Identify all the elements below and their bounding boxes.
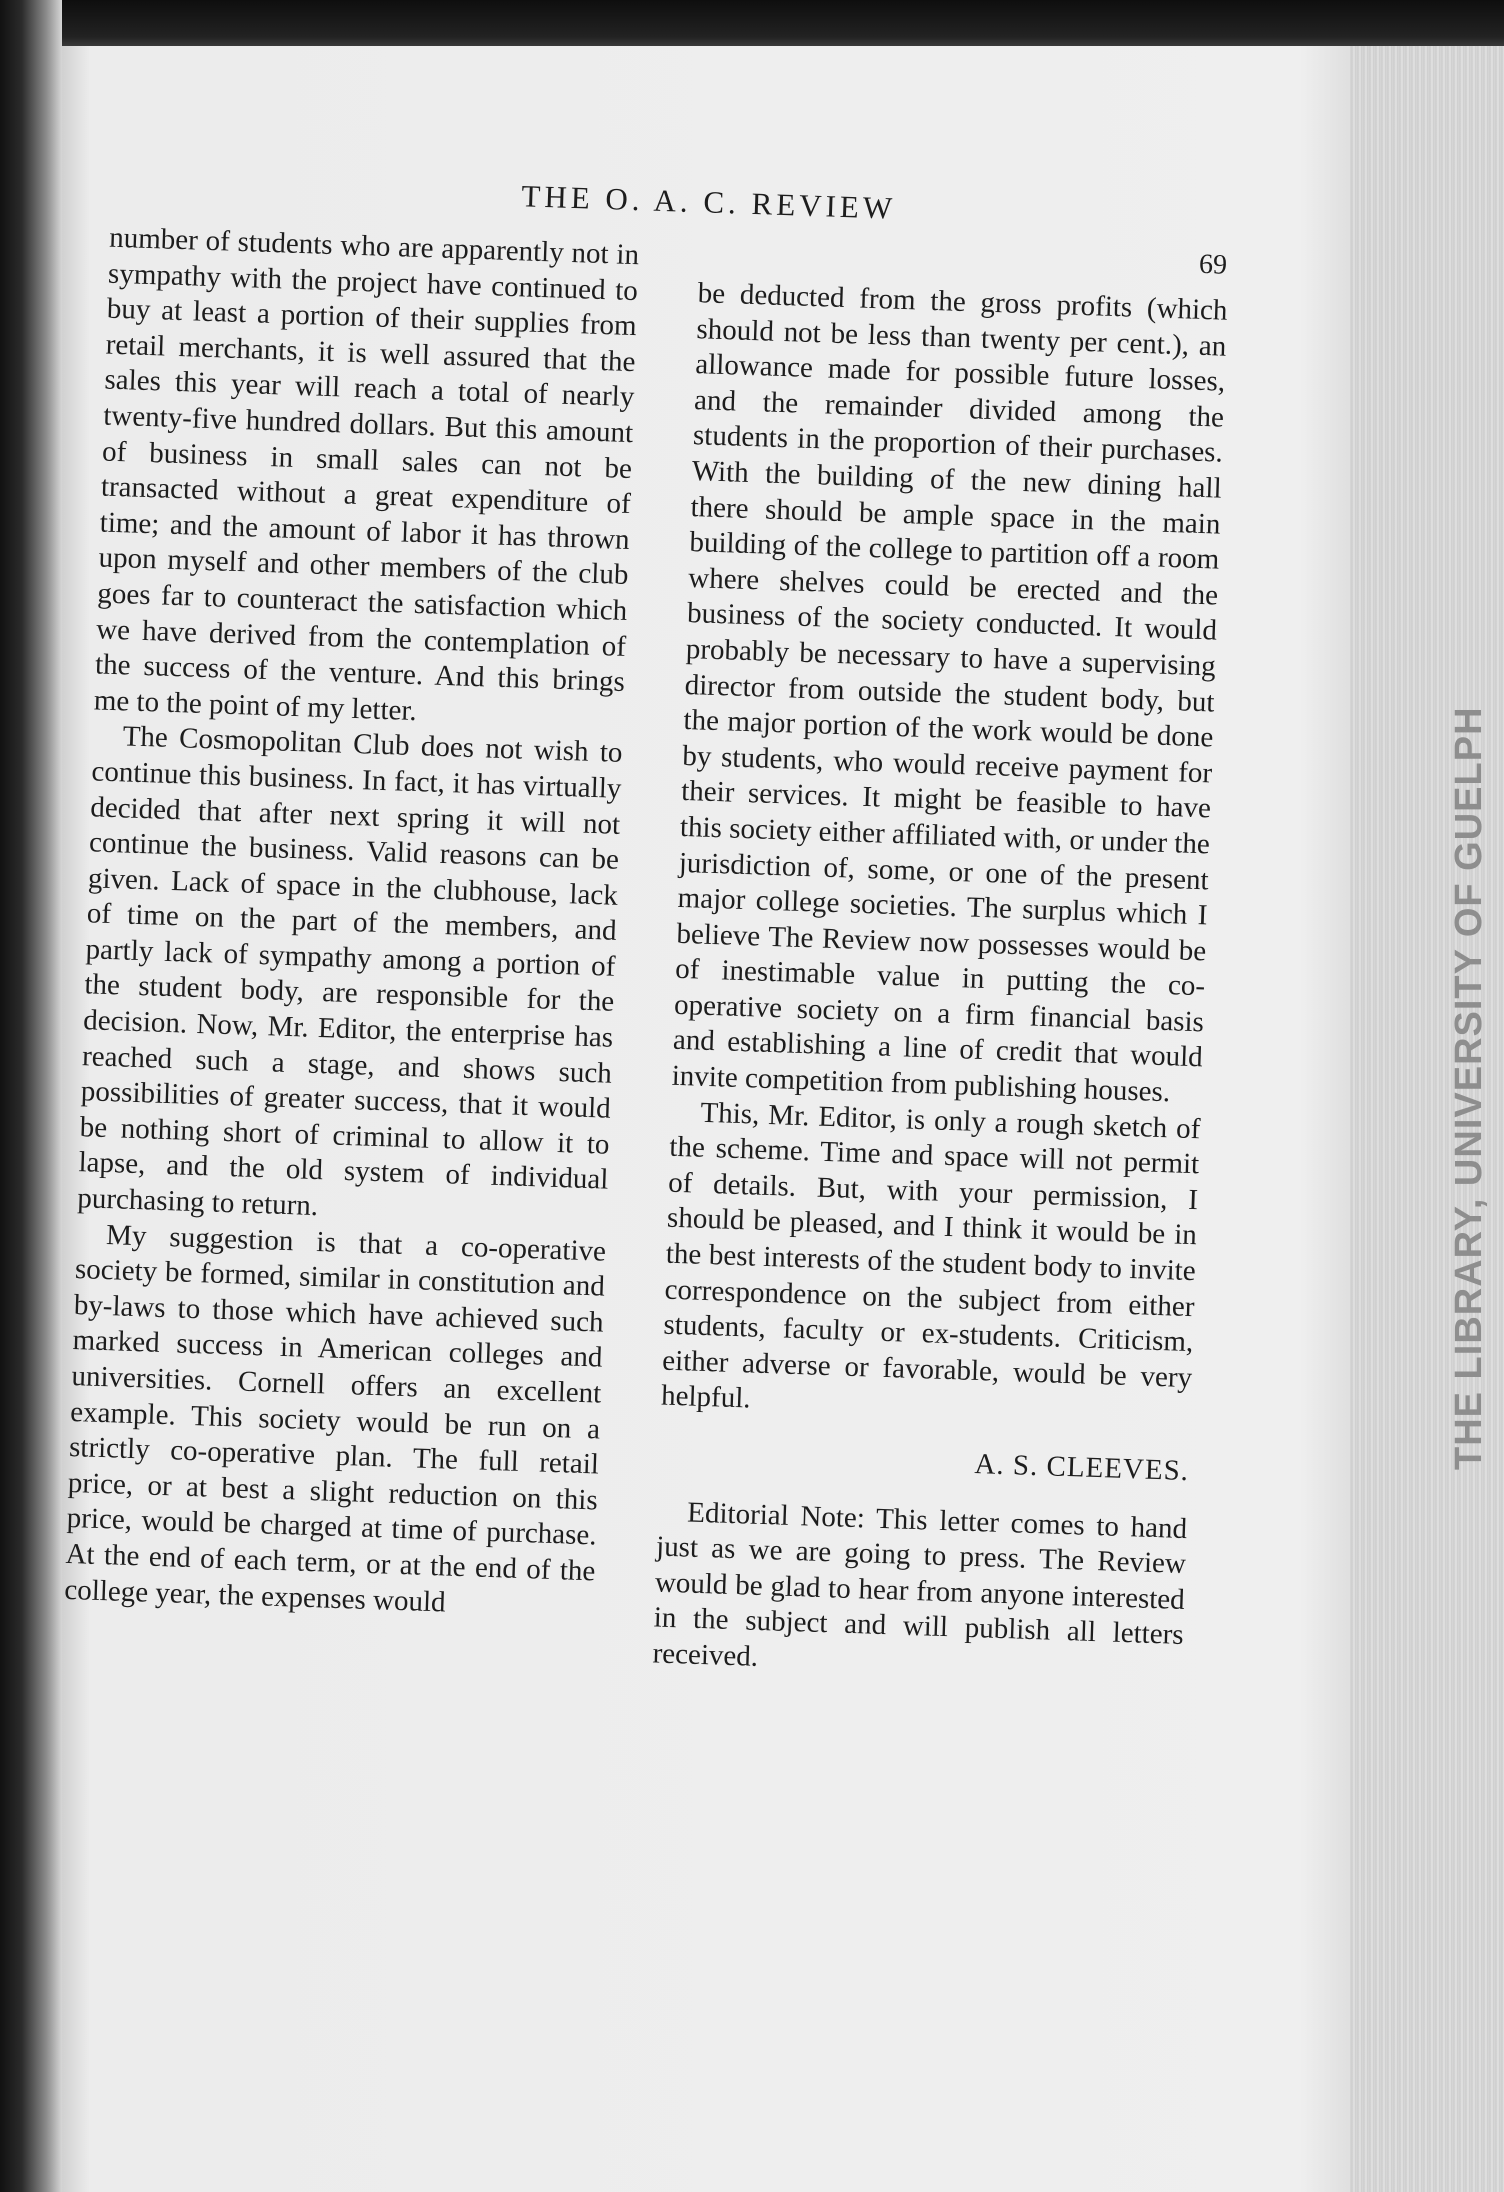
- left-column: [64, 221, 640, 1626]
- paragraph: number of students who are apparently not in sympathy with the project have continued to buy at least a portion of their supplies from retail merchants, it is well assured that the sales this year will reach a total of nearly twenty-five hundred dollars. But this amount of business in small sales can not be transacted without a great expenditure of time; and the amount of labor it has thrown upon myself and other members of the club goes far to counteract the satisfaction which we have derived from the contemplation of the success of the venture. And this brings me to the point of my letter.: [93, 221, 640, 727]
- scanner-shadow-top: [0, 0, 1504, 46]
- library-stamp: THE LIBRARY, UNIVERSITY OF GUELPH: [1448, 706, 1490, 1470]
- page-number: 69: [1198, 248, 1228, 281]
- paragraph: My suggestion is that a co-operative society be formed, similar in constitution and by-laws to those which have achieved such marked success in American colleges and universities. Cornell offers an excellent example. This society would be run on a strictly co-operative plan. The full retail price, or at best a slight reduction on this price, would be charged at time of purchase. At the end of each term, or at the end of the college year, the expenses would: [63, 1218, 607, 1619]
- author-signature: A. S. CLEEVES.: [973, 1447, 1190, 1488]
- paragraph: be deducted from the gross profits (which should not be less than twenty per cent.), an allowance made for possible future losses, and the remainder divided among the students in the proportion of their purchases. With the building of the new dining hall there should be ample space in the main building of the college to partition off a room where shelves could be erected and the business of the society conducted. It would probably be necessary to have a supervising director from outside the student body, but the major portion of the work would be done by students, who would receive payment for their services. It might be feasible to have this society either affiliated with, or under the jurisdiction of, some, or one of the present major college societies. The surplus which I believe The Review now possesses would be of inestimable value in putting the co-operative society on a firm financial basis and establishing a line of credit that would invite competition from publishing houses.: [671, 277, 1229, 1109]
- book-page: [31, 150, 1270, 1988]
- right-column: [652, 276, 1228, 1689]
- paragraph: This, Mr. Editor, is only a rough sketch of the scheme. Time and space will not permit of details. But, with your permission, I should be pleased, and I think it would be in the best interests of the student body to invite correspondence on the subject from either students, faculty or ex-students. Criticism, either adverse or favorable, would be very helpful.: [660, 1096, 1201, 1415]
- running-head: THE O. A. C. REVIEW: [520, 178, 897, 226]
- paragraph: The Cosmopolitan Club does not wish to continue this business. In fact, it has virtually decided that after next spring it will not continue the business. Valid reasons can be given. Lack of space in the clubhouse, lack of time on the part of the members, and partly lack of sympathy among a portion of the student body, are responsible for the decision. Now, Mr. Editor, the enterprise has reached such a stage, and shows such possibilities of greater success, that it would be nothing short of criminal to allow it to lapse, and the old system of individual purchasing to return.: [76, 720, 624, 1223]
- editorial-note: Editorial Note: This letter comes to hand just as we are going to press. The Review would be glad to hear from anyone interested in the subject and will publish all letters received.: [652, 1496, 1188, 1673]
